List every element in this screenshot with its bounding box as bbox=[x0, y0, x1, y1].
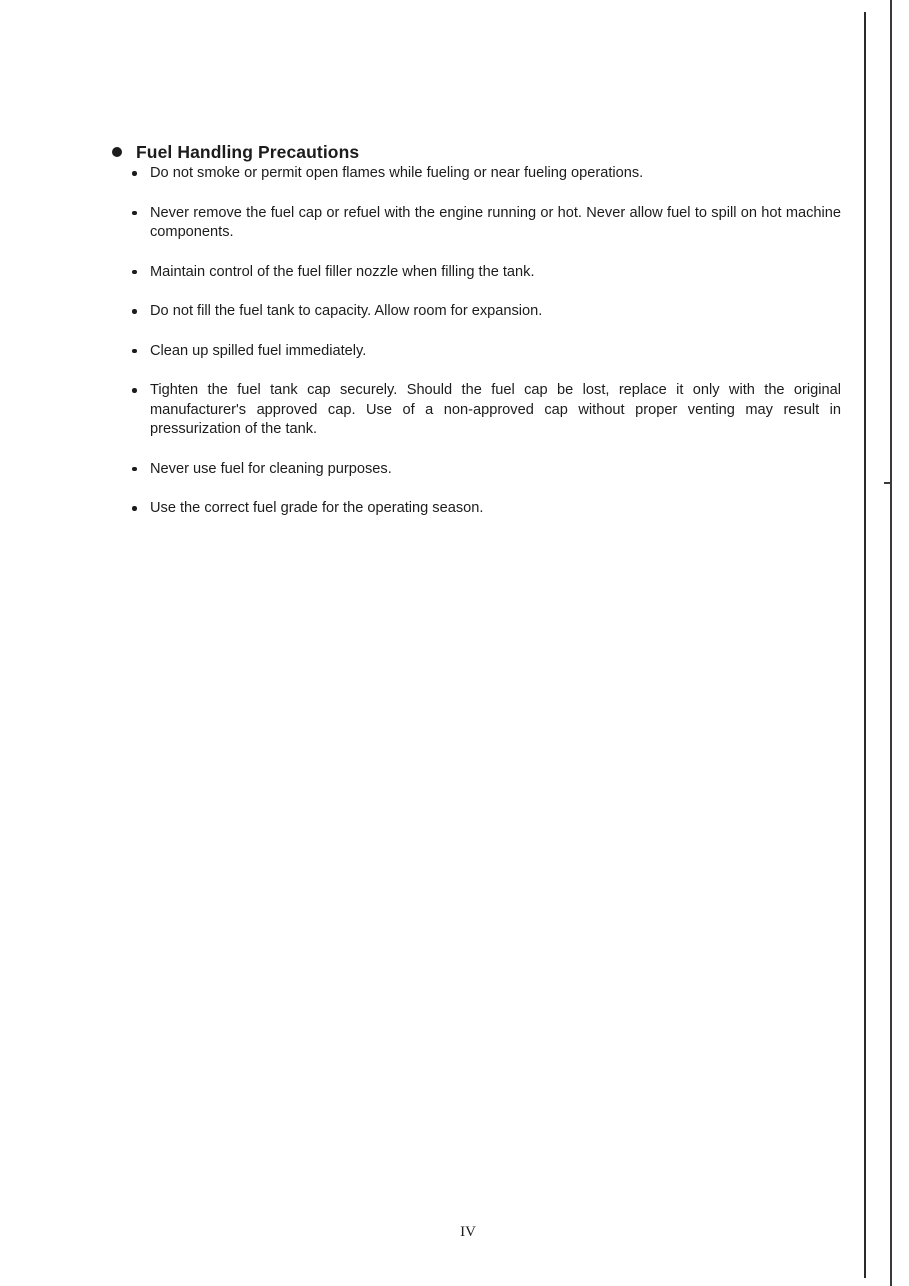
list-item bbox=[111, 302, 841, 322]
list-item bbox=[111, 204, 841, 243]
list-item-text: Never use fuel for cleaning purposes. bbox=[150, 460, 392, 477]
list-item-text: Do not fill the fuel tank to capacity. Allow room for expansion. bbox=[150, 303, 543, 319]
list-item-text: Tighten the fuel tank cap securely. Should the fuel cap be lost, replace it only with the original manufacturer's approved cap. Use of a non-approved cap without proper venting may result in pressurization of the tank. bbox=[150, 382, 841, 437]
bullet-icon bbox=[132, 270, 137, 275]
list-item bbox=[111, 164, 841, 184]
bullet-icon bbox=[132, 211, 137, 216]
bullet-icon bbox=[132, 506, 137, 511]
page-number: IV bbox=[460, 1224, 476, 1240]
binding-line bbox=[890, 0, 892, 1286]
bullet-icon bbox=[132, 309, 137, 314]
bullet-icon bbox=[132, 467, 137, 472]
bullet-icon bbox=[112, 147, 122, 157]
list-item-text: Never remove the fuel cap or refuel with the engine running or hot. Never allow fuel to spill on hot machine components. bbox=[150, 204, 841, 240]
list-item bbox=[111, 460, 841, 480]
list-item bbox=[111, 381, 841, 440]
precautions-list bbox=[111, 164, 841, 519]
section-title: Fuel Handling Precautions bbox=[136, 141, 360, 162]
list-item-text: Do not smoke or permit open flames while fueling or near fueling operations. bbox=[150, 165, 644, 181]
list-item-text: Clean up spilled fuel immediately. bbox=[150, 342, 367, 359]
list-item bbox=[111, 263, 841, 283]
section-heading bbox=[111, 140, 841, 164]
fuel-handling-section bbox=[111, 140, 841, 519]
list-item-text: Use the correct fuel grade for the operating season. bbox=[150, 500, 484, 516]
list-item bbox=[111, 499, 841, 519]
binding-tick bbox=[884, 482, 891, 484]
list-item bbox=[111, 342, 841, 362]
bullet-icon bbox=[132, 171, 137, 176]
list-item-text: Maintain control of the fuel filler nozzle when filling the tank. bbox=[150, 263, 535, 280]
bullet-icon bbox=[132, 349, 137, 354]
binding-line bbox=[864, 12, 866, 1278]
bullet-icon bbox=[132, 388, 137, 393]
